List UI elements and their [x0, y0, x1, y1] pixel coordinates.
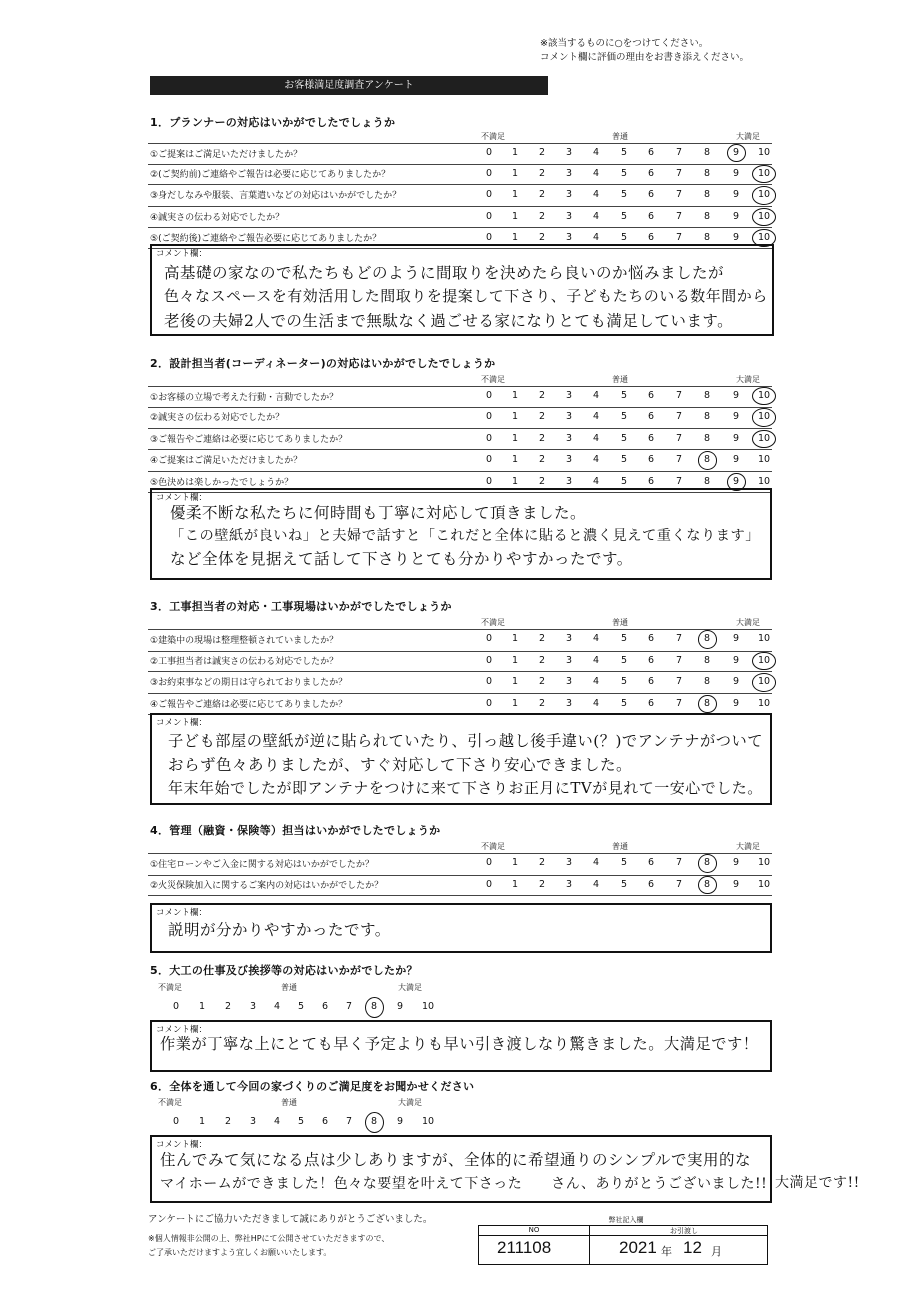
rating-option-5[interactable]: 5 [620, 231, 628, 243]
rating-option-7[interactable]: 7 [675, 878, 683, 890]
rating-option-2[interactable]: 2 [538, 633, 546, 644]
rating-option-10[interactable]: 10 [757, 654, 771, 666]
rating-option-2[interactable]: 2 [538, 697, 546, 709]
rating-option-2[interactable]: 2 [538, 168, 546, 180]
selected-score-circle [365, 1112, 384, 1133]
rating-option-6[interactable]: 6 [647, 411, 655, 423]
rating-option-8[interactable]: 8 [703, 633, 711, 644]
question-text: ③お約束事などの期日は守られておりましたか？ [150, 678, 348, 689]
rating-option-3[interactable]: 3 [565, 633, 573, 644]
rating-option-1[interactable]: 1 [511, 432, 519, 444]
year-unit: 年 [661, 1246, 672, 1258]
rating-option-5[interactable]: 5 [297, 1116, 305, 1127]
rating-option-0[interactable]: 0 [172, 1001, 180, 1012]
question-text: ②(ご契約前)ご連絡やご報告は必要に応じてありましたか？ [150, 170, 391, 181]
rating-option-8[interactable]: 8 [370, 1116, 378, 1127]
rating-option-10[interactable]: 10 [757, 390, 771, 401]
handover-label: お引渡し [670, 1227, 698, 1235]
rating-option-7[interactable]: 7 [675, 697, 683, 709]
rating-option-8[interactable]: 8 [703, 147, 711, 158]
rating-option-3[interactable]: 3 [565, 189, 573, 201]
rating-option-9[interactable]: 9 [732, 878, 740, 890]
comment-text: 高基礎の家なので私たちもどのように間取りを決めたら良いのか悩みましたが [164, 264, 725, 282]
rating-option-5[interactable]: 5 [620, 697, 628, 709]
rating-option-2[interactable]: 2 [538, 189, 546, 201]
rating-option-1[interactable]: 1 [511, 210, 519, 222]
scale-low-label: 不満足 [481, 132, 505, 141]
scale-high-label: 大満足 [736, 132, 760, 141]
rating-option-3[interactable]: 3 [565, 654, 573, 666]
rating-option-1[interactable]: 1 [511, 411, 519, 423]
rating-option-8[interactable]: 8 [703, 697, 711, 709]
rating-option-0[interactable]: 0 [485, 857, 493, 868]
rating-option-9[interactable]: 9 [732, 432, 740, 444]
selected-score-circle [752, 408, 776, 426]
comment-text: など全体を見据えて話して下さりとても分かりやすかったです。 [170, 550, 633, 568]
rating-option-4[interactable]: 4 [592, 475, 600, 487]
comment-label: コメント欄： [156, 493, 208, 503]
rating-option-0[interactable]: 0 [485, 654, 493, 666]
rating-option-4[interactable]: 4 [592, 147, 600, 158]
question-text: ①建築中の現場は整理整頓されていましたか？ [150, 636, 339, 646]
rating-option-10[interactable]: 10 [757, 210, 771, 222]
scale-mid-label: 普通 [612, 375, 628, 384]
rating-option-9[interactable]: 9 [732, 390, 740, 401]
rating-option-0[interactable]: 0 [485, 697, 493, 709]
rating-option-8[interactable]: 8 [703, 878, 711, 890]
scale-high-label: 大満足 [736, 375, 760, 384]
rating-option-4[interactable]: 4 [592, 210, 600, 222]
selected-score-circle [698, 695, 717, 714]
rating-option-4[interactable]: 4 [592, 432, 600, 444]
rating-option-9[interactable]: 9 [732, 697, 740, 709]
selected-score-circle [365, 997, 384, 1018]
rating-option-9[interactable]: 9 [732, 633, 740, 644]
rating-option-6[interactable]: 6 [321, 1001, 329, 1012]
question-text: ①お客様の立場で考えた行動・言動でしたか？ [150, 393, 339, 403]
selected-score-circle [752, 186, 776, 204]
rating-option-9[interactable]: 9 [732, 654, 740, 666]
rating-option-7[interactable]: 7 [675, 210, 683, 222]
rating-option-2[interactable]: 2 [538, 676, 546, 688]
rating-option-7[interactable]: 7 [675, 168, 683, 180]
scale-mid-label: 普通 [281, 983, 297, 992]
rating-option-2[interactable]: 2 [538, 147, 546, 158]
comment-label: コメント欄： [156, 1140, 208, 1150]
rating-option-7[interactable]: 7 [675, 432, 683, 444]
office-use-label: 弊社記入欄 [608, 1216, 644, 1224]
rating-option-2[interactable]: 2 [538, 857, 546, 868]
rating-option-2[interactable]: 2 [538, 411, 546, 423]
rating-option-4[interactable]: 4 [592, 411, 600, 423]
rating-option-6[interactable]: 6 [647, 878, 655, 890]
rating-option-8[interactable]: 8 [703, 857, 711, 868]
comment-text: 「この壁紙が良いね」と夫婦で話すと「これだと全体に貼ると濃く見えて重くなります」 [170, 528, 761, 544]
rating-option-6[interactable]: 6 [647, 857, 655, 868]
rating-option-9[interactable]: 9 [732, 475, 740, 487]
rating-option-1[interactable]: 1 [511, 189, 519, 201]
rating-option-8[interactable]: 8 [703, 432, 711, 444]
rating-option-8[interactable]: 8 [703, 231, 711, 243]
rating-option-4[interactable]: 4 [592, 168, 600, 180]
rating-option-8[interactable]: 8 [703, 654, 711, 666]
comment-text: 作業が丁寧な上にとても早く予定よりも早い引き渡しなり驚きました。大満足です！ [160, 1035, 759, 1053]
rating-option-9[interactable]: 9 [396, 1001, 404, 1012]
rating-option-3[interactable]: 3 [249, 1116, 257, 1127]
comment-label: コメント欄： [156, 249, 208, 259]
comment-label: コメント欄： [156, 908, 208, 918]
rating-option-8[interactable]: 8 [703, 210, 711, 222]
comment-text: 住んでみて気になる点は少しありますが、全体的に希望通りのシンプルで実用的な [160, 1151, 751, 1169]
rating-option-1[interactable]: 1 [511, 697, 519, 709]
scale-mid-label: 普通 [281, 1098, 297, 1107]
scale-high-label: 大満足 [736, 618, 760, 627]
rating-option-3[interactable]: 3 [565, 432, 573, 444]
rating-option-5[interactable]: 5 [620, 878, 628, 890]
selected-score-circle [752, 387, 776, 405]
rating-option-5[interactable]: 5 [620, 147, 628, 158]
rating-option-10[interactable]: 10 [757, 432, 771, 444]
rating-option-9[interactable]: 9 [732, 189, 740, 201]
rating-option-1[interactable]: 1 [511, 633, 519, 644]
question-text: ⑤色決めは楽しかったでしょうか？ [150, 477, 294, 488]
rating-option-1[interactable]: 1 [511, 475, 519, 487]
rating-option-10[interactable]: 10 [757, 454, 771, 466]
rating-option-7[interactable]: 7 [345, 1001, 353, 1012]
rating-option-8[interactable]: 8 [370, 1001, 378, 1012]
rating-option-0[interactable]: 0 [485, 411, 493, 423]
rating-option-7[interactable]: 7 [675, 147, 683, 158]
scale-high-label: 大満足 [398, 983, 422, 992]
rating-option-1[interactable]: 1 [198, 1001, 206, 1012]
comment-text: 色々なスペースを有効活用した間取りを提案して下さり、子どもたちのいる数年間から [164, 287, 768, 305]
privacy-note-2: ご了承いただけますよう宜しくお願いいたします。 [148, 1248, 332, 1257]
question-text: ②工事担当者は誠実さの伝わる対応でしたか？ [150, 656, 339, 667]
comment-text: 子ども部屋の壁紙が逆に貼られていたり、引っ越し後手違い(？)でアンテナがついて [168, 732, 764, 750]
selected-score-circle [698, 876, 717, 895]
rating-option-0[interactable]: 0 [485, 231, 493, 243]
rating-option-2[interactable]: 2 [224, 1116, 232, 1127]
rating-option-1[interactable]: 1 [511, 454, 519, 466]
rating-option-2[interactable]: 2 [538, 231, 546, 243]
rating-option-6[interactable]: 6 [647, 633, 655, 644]
rating-option-4[interactable]: 4 [592, 676, 600, 688]
rating-option-10[interactable]: 10 [421, 1001, 435, 1012]
section-title: 5．大工の仕事及び挨拶等の対応はいかがでしたか？ [150, 964, 418, 977]
rating-option-7[interactable]: 7 [675, 231, 683, 243]
rating-option-0[interactable]: 0 [485, 878, 493, 890]
rating-option-2[interactable]: 2 [538, 475, 546, 487]
rating-option-5[interactable]: 5 [620, 475, 628, 487]
question-text: ⑤(ご契約後)ご連絡やご報告必要に応じてありましたか？ [150, 233, 382, 244]
rating-option-9[interactable]: 9 [732, 147, 740, 158]
rating-option-10[interactable]: 10 [421, 1116, 435, 1127]
rating-option-8[interactable]: 8 [703, 454, 711, 466]
instruction-circle: ※該当するものに○をつけてください。 [540, 38, 709, 49]
rating-option-4[interactable]: 4 [592, 654, 600, 666]
question-text: ②誠実さの伝わる対応でしたか？ [150, 413, 285, 424]
rating-option-5[interactable]: 5 [620, 390, 628, 401]
rating-option-10[interactable]: 10 [757, 147, 771, 158]
rating-option-1[interactable]: 1 [511, 147, 519, 158]
rating-option-1[interactable]: 1 [511, 168, 519, 180]
comment-label: コメント欄： [156, 718, 208, 728]
question-text: ③ご報告やご連絡は必要に応じてありましたか？ [150, 434, 348, 445]
scale-low-label: 不満足 [481, 375, 505, 384]
rating-option-3[interactable]: 3 [565, 168, 573, 180]
rating-option-2[interactable]: 2 [538, 878, 546, 890]
rating-option-9[interactable]: 9 [396, 1116, 404, 1127]
rating-option-6[interactable]: 6 [647, 697, 655, 709]
survey-title: お客様満足度調査アンケート [150, 76, 548, 95]
rating-option-6[interactable]: 6 [647, 390, 655, 401]
rating-option-6[interactable]: 6 [647, 147, 655, 158]
rating-option-0[interactable]: 0 [485, 147, 493, 158]
rating-option-1[interactable]: 1 [511, 654, 519, 666]
question-text: ①住宅ローンやご入金に関する対応はいかがでしたか？ [150, 860, 374, 870]
question-text: ④誠実さの伝わる対応でしたか？ [150, 212, 285, 223]
handover-month: 12 [683, 1238, 702, 1257]
question-text: ③身だしなみや服装、言葉遣いなどの対応はいかがでしたか？ [150, 191, 402, 202]
rating-option-7[interactable]: 7 [675, 654, 683, 666]
rating-option-4[interactable]: 4 [592, 454, 600, 466]
rating-option-6[interactable]: 6 [321, 1116, 329, 1127]
selected-score-circle [698, 451, 717, 469]
comment-text: 老後の夫婦2人での生活まで無駄なく過ごせる家になりとても満足しています。 [164, 312, 734, 330]
rating-option-8[interactable]: 8 [703, 189, 711, 201]
rating-option-5[interactable]: 5 [620, 676, 628, 688]
question-text: ④ご報告やご連絡は必要に応じてありましたか？ [150, 699, 348, 710]
selected-score-circle [698, 854, 717, 873]
rating-option-8[interactable]: 8 [703, 411, 711, 423]
rating-option-2[interactable]: 2 [538, 390, 546, 401]
rating-option-5[interactable]: 5 [297, 1001, 305, 1012]
scale-high-label: 大満足 [736, 842, 760, 851]
privacy-note-1: ※個人情報非公開の上、弊社HPにて公開させていただきますので、 [148, 1234, 390, 1243]
rating-option-3[interactable]: 3 [565, 411, 573, 423]
rating-option-0[interactable]: 0 [485, 390, 493, 401]
scale-low-label: 不満足 [481, 842, 505, 851]
scale-low-label: 不満足 [158, 1098, 182, 1107]
rating-option-8[interactable]: 8 [703, 676, 711, 688]
rating-option-10[interactable]: 10 [757, 676, 771, 688]
rating-option-6[interactable]: 6 [647, 210, 655, 222]
rating-option-0[interactable]: 0 [485, 454, 493, 466]
rating-option-3[interactable]: 3 [565, 390, 573, 401]
question-text: ①ご提案はご満足いただけましたか？ [150, 150, 303, 160]
scale-high-label: 大満足 [398, 1098, 422, 1107]
instruction-comment: コメント欄に評価の理由をお書き添えください。 [540, 52, 750, 63]
section-title: 6．全体を通して今回の家づくりのご満足度をお聞かせください [150, 1080, 475, 1093]
rating-option-0[interactable]: 0 [485, 633, 493, 644]
rating-option-5[interactable]: 5 [620, 857, 628, 868]
rating-option-3[interactable]: 3 [565, 878, 573, 890]
section-title: 1．プランナーの対応はいかがでしたでしょうか [150, 116, 396, 129]
rating-option-1[interactable]: 1 [511, 231, 519, 243]
rating-option-4[interactable]: 4 [273, 1116, 281, 1127]
rating-option-5[interactable]: 5 [620, 168, 628, 180]
rating-option-6[interactable]: 6 [647, 454, 655, 466]
rating-option-10[interactable]: 10 [757, 878, 771, 890]
section-title: 2．設計担当者(コーディネーター)の対応はいかがでしたでしょうか [150, 357, 496, 370]
rating-option-9[interactable]: 9 [732, 231, 740, 243]
rating-option-7[interactable]: 7 [675, 475, 683, 487]
rating-option-5[interactable]: 5 [620, 210, 628, 222]
rating-option-1[interactable]: 1 [511, 676, 519, 688]
rating-option-7[interactable]: 7 [675, 390, 683, 401]
question-text: ②火災保険加入に関するご案内の対応はいかがでしたか？ [150, 880, 384, 891]
rating-option-3[interactable]: 3 [565, 676, 573, 688]
rating-option-10[interactable]: 10 [757, 411, 771, 423]
rating-option-0[interactable]: 0 [485, 210, 493, 222]
rating-option-4[interactable]: 4 [592, 390, 600, 401]
selected-score-circle [698, 630, 717, 649]
handover-year: 2021 [619, 1238, 657, 1257]
rating-option-3[interactable]: 3 [565, 454, 573, 466]
rating-option-1[interactable]: 1 [511, 878, 519, 890]
rating-option-0[interactable]: 0 [172, 1116, 180, 1127]
rating-option-7[interactable]: 7 [675, 411, 683, 423]
rating-option-4[interactable]: 4 [592, 633, 600, 644]
rating-option-5[interactable]: 5 [620, 654, 628, 666]
rating-option-2[interactable]: 2 [224, 1001, 232, 1012]
month-unit: 月 [711, 1246, 722, 1258]
rating-option-9[interactable]: 9 [732, 676, 740, 688]
rating-option-8[interactable]: 8 [703, 390, 711, 401]
rating-option-10[interactable]: 10 [757, 189, 771, 201]
comment-text: マイホームができました！色々な要望を叶えて下さった さん、ありがとうございました!! [160, 1176, 768, 1192]
rating-option-3[interactable]: 3 [565, 697, 573, 709]
rating-option-4[interactable]: 4 [273, 1001, 281, 1012]
rating-option-3[interactable]: 3 [565, 147, 573, 158]
rating-option-6[interactable]: 6 [647, 231, 655, 243]
selected-score-circle [752, 208, 776, 226]
rating-option-3[interactable]: 3 [565, 475, 573, 487]
section-title: 3．工事担当者の対応・工事現場はいかがでしたでしょうか [150, 600, 452, 613]
comment-text: 優柔不断な私たちに何時間も丁寧に対応して頂きました。 [170, 504, 587, 522]
rating-option-10[interactable]: 10 [757, 857, 771, 868]
rating-option-1[interactable]: 1 [198, 1116, 206, 1127]
rating-option-3[interactable]: 3 [249, 1001, 257, 1012]
instruction-note [540, 37, 920, 65]
no-label: NO [528, 1226, 540, 1234]
rating-option-3[interactable]: 3 [565, 857, 573, 868]
rating-option-7[interactable]: 7 [675, 857, 683, 868]
rating-option-9[interactable]: 9 [732, 454, 740, 466]
rating-option-7[interactable]: 7 [675, 633, 683, 644]
rating-option-10[interactable]: 10 [757, 697, 771, 709]
rating-option-9[interactable]: 9 [732, 168, 740, 180]
question-text: ④ご提案はご満足いただけましたか？ [150, 456, 303, 467]
rating-option-4[interactable]: 4 [592, 857, 600, 868]
selected-score-circle [727, 144, 746, 162]
rating-option-0[interactable]: 0 [485, 189, 493, 201]
rating-option-1[interactable]: 1 [511, 390, 519, 401]
rating-option-5[interactable]: 5 [620, 432, 628, 444]
rating-option-2[interactable]: 2 [538, 432, 546, 444]
rating-option-5[interactable]: 5 [620, 189, 628, 201]
rating-option-4[interactable]: 4 [592, 189, 600, 201]
rating-option-7[interactable]: 7 [675, 676, 683, 688]
rating-option-3[interactable]: 3 [565, 231, 573, 243]
comment-extra-text: 大満足です!! [775, 1175, 860, 1191]
rating-option-7[interactable]: 7 [345, 1116, 353, 1127]
rating-option-3[interactable]: 3 [565, 210, 573, 222]
selected-score-circle [752, 673, 776, 692]
rating-option-6[interactable]: 6 [647, 676, 655, 688]
selected-score-circle [752, 652, 776, 671]
comment-text: 説明が分かりやすかったです。 [168, 921, 391, 939]
scale-low-label: 不満足 [158, 983, 182, 992]
rating-option-5[interactable]: 5 [620, 454, 628, 466]
rating-option-0[interactable]: 0 [485, 676, 493, 688]
rating-option-5[interactable]: 5 [620, 411, 628, 423]
rating-option-6[interactable]: 6 [647, 189, 655, 201]
survey-number: 211108 [497, 1238, 552, 1257]
rating-option-9[interactable]: 9 [732, 857, 740, 868]
rating-option-6[interactable]: 6 [647, 432, 655, 444]
selected-score-circle [752, 165, 776, 183]
comment-label: コメント欄： [156, 1025, 208, 1035]
rating-option-10[interactable]: 10 [757, 168, 771, 180]
rating-option-7[interactable]: 7 [675, 454, 683, 466]
scale-mid-label: 普通 [612, 618, 628, 627]
rating-option-0[interactable]: 0 [485, 432, 493, 444]
rating-option-4[interactable]: 4 [592, 231, 600, 243]
rating-option-6[interactable]: 6 [647, 654, 655, 666]
rating-option-9[interactable]: 9 [732, 411, 740, 423]
rating-option-1[interactable]: 1 [511, 857, 519, 868]
rating-option-0[interactable]: 0 [485, 168, 493, 180]
comment-text: 年末年始でしたが即アンテナをつけに来て下さりお正月にTVが見れて一安心でした。 [168, 779, 763, 797]
rating-option-6[interactable]: 6 [647, 168, 655, 180]
thanks-text: アンケートにご協力いただきまして誠にありがとうございました。 [148, 1214, 433, 1225]
rating-option-2[interactable]: 2 [538, 654, 546, 666]
selected-score-circle [752, 430, 776, 448]
rating-option-7[interactable]: 7 [675, 189, 683, 201]
rating-option-6[interactable]: 6 [647, 475, 655, 487]
rating-option-8[interactable]: 8 [703, 475, 711, 487]
office-use-box [478, 1216, 768, 1265]
rating-option-10[interactable]: 10 [757, 475, 771, 487]
rating-option-10[interactable]: 10 [757, 633, 771, 644]
comment-text: おらず色々ありましたが、すぐ対応して下さり安心できました。 [168, 756, 633, 774]
rating-option-8[interactable]: 8 [703, 168, 711, 180]
section-title: 4．管理（融資・保険等）担当はいかがでしたでしょうか [150, 824, 441, 837]
rating-option-0[interactable]: 0 [485, 475, 493, 487]
rating-option-10[interactable]: 10 [757, 231, 771, 243]
rating-option-9[interactable]: 9 [732, 210, 740, 222]
rating-option-4[interactable]: 4 [592, 697, 600, 709]
rating-option-2[interactable]: 2 [538, 454, 546, 466]
scale-low-label: 不満足 [481, 618, 505, 627]
rating-option-4[interactable]: 4 [592, 878, 600, 890]
scale-mid-label: 普通 [612, 842, 628, 851]
rating-option-5[interactable]: 5 [620, 633, 628, 644]
scale-mid-label: 普通 [612, 132, 628, 141]
rating-option-2[interactable]: 2 [538, 210, 546, 222]
